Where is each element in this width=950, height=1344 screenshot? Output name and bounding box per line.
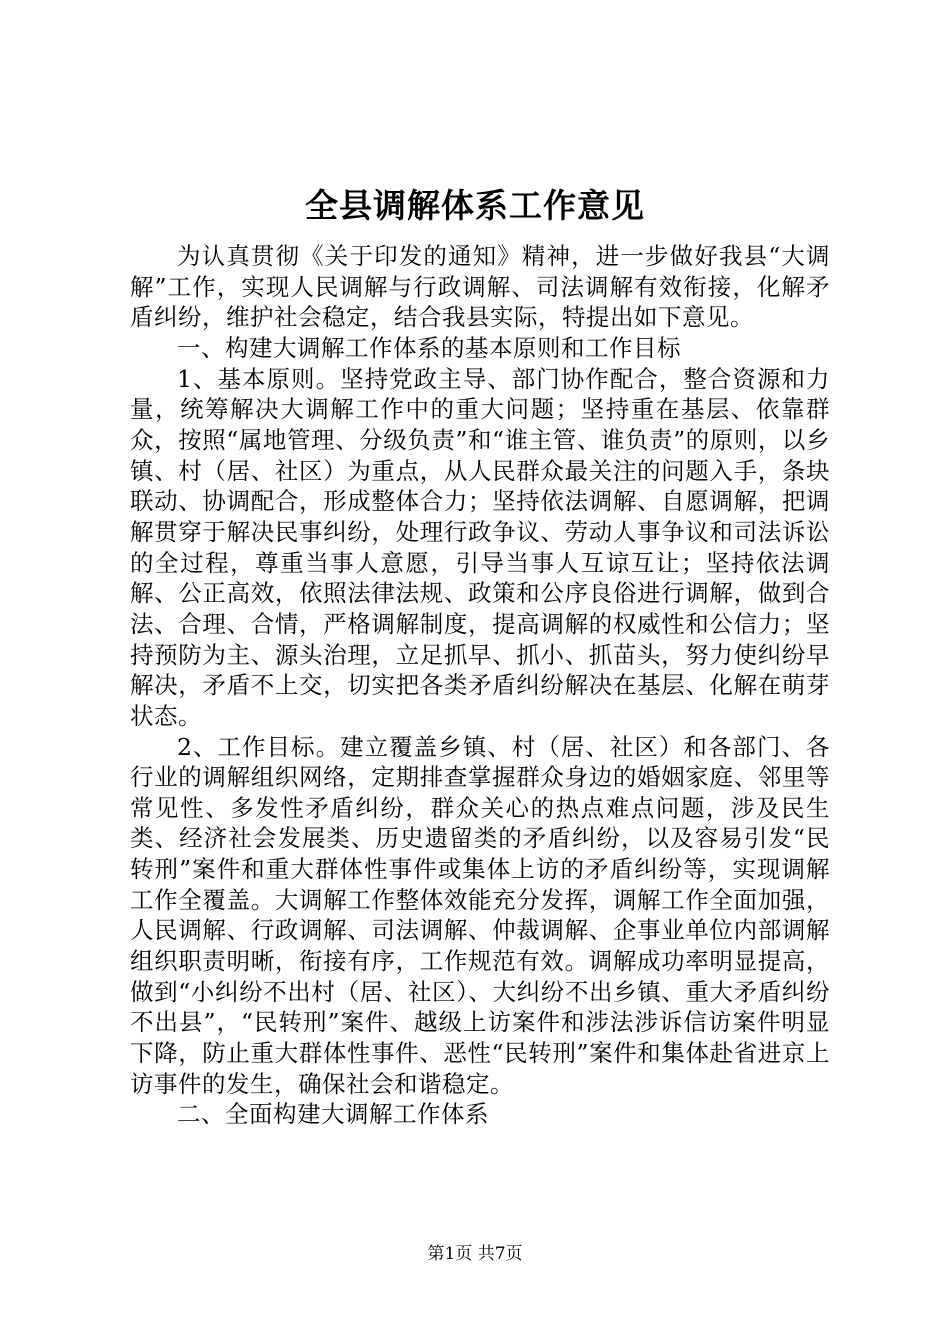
document-body xyxy=(130,241,830,1130)
document-title: 全县调解体系工作意见 xyxy=(305,186,645,225)
page-footer: 第1页 共7页 xyxy=(427,1244,523,1264)
goals-paragraph: 2、工作目标。建立覆盖乡镇、村（居、社区）和各部门、各行业的调解组织网络，定期排查掌握群众身边的婚姻家庭、邻里等常见性、多发性矛盾纠纷，群众关心的热点难点问题，涉及民生类、经济社会发展类、历史遗留类的矛盾纠纷，以及容易引发“民转刑”案件和重大群体性事件或集体上访的矛盾纠纷等，实现调解工作全覆盖。大调解工作整体效能充分发挥，调解工作全面加强，人民调解、行政调解、司法调解、仲裁调解、企事业单位内部调解组织职责明晰，衔接有序，工作规范有效。调解成功率明显提高，做到“小纠纷不出村（居、社区）、大纠纷不出乡镇、重大矛盾纠纷不出县”，“民转刑”案件、越级上访案件和涉法涉诉信访案件明显下降，防止重大群体性事件、恶性“民转刑”案件和集体赴省进京上访事件的发生，确保社会和谐稳定。 xyxy=(130,732,830,1098)
section-heading-2: 二、全面构建大调解工作体系 xyxy=(177,1100,489,1129)
intro-paragraph: 为认真贯彻《关于印发的通知》精神，进一步做好我县“大调解”工作，实现人民调解与行政调解、司法调解有效衔接，化解矛盾纠纷，维护社会稳定，结合我县实际，特提出如下意见。 xyxy=(130,242,830,332)
section-heading-1: 一、构建大调解工作体系的基本原则和工作目标 xyxy=(177,333,681,362)
principles-paragraph: 1、基本原则。坚持党政主导、部门协作配合，整合资源和力量，统筹解决大调解工作中的重大问题；坚持重在基层、依靠群众，按照“属地管理、分级负责”和“谁主管、谁负责”的原则，以乡镇、村（居、社区）为重点，从人民群众最关注的问题入手，条块联动、协调配合，形成整体合力；坚持依法调解、自愿调解，把调解贯穿于解决民事纠纷，处理行政争议、劳动人事争议和司法诉讼的全过程，尊重当事人意愿，引导当事人互谅互让；坚持依法调解、公正高效，依照法律法规、政策和公序良俗进行调解，做到合法、合理、合情，严格调解制度，提高调解的权威性和公信力；坚持预防为主、源头治理，立足抓早、抓小、抓苗头，努力使纠纷早解决，矛盾不上交，切实把各类矛盾纠纷解决在基层、化解在萌芽状态。 xyxy=(130,364,830,730)
